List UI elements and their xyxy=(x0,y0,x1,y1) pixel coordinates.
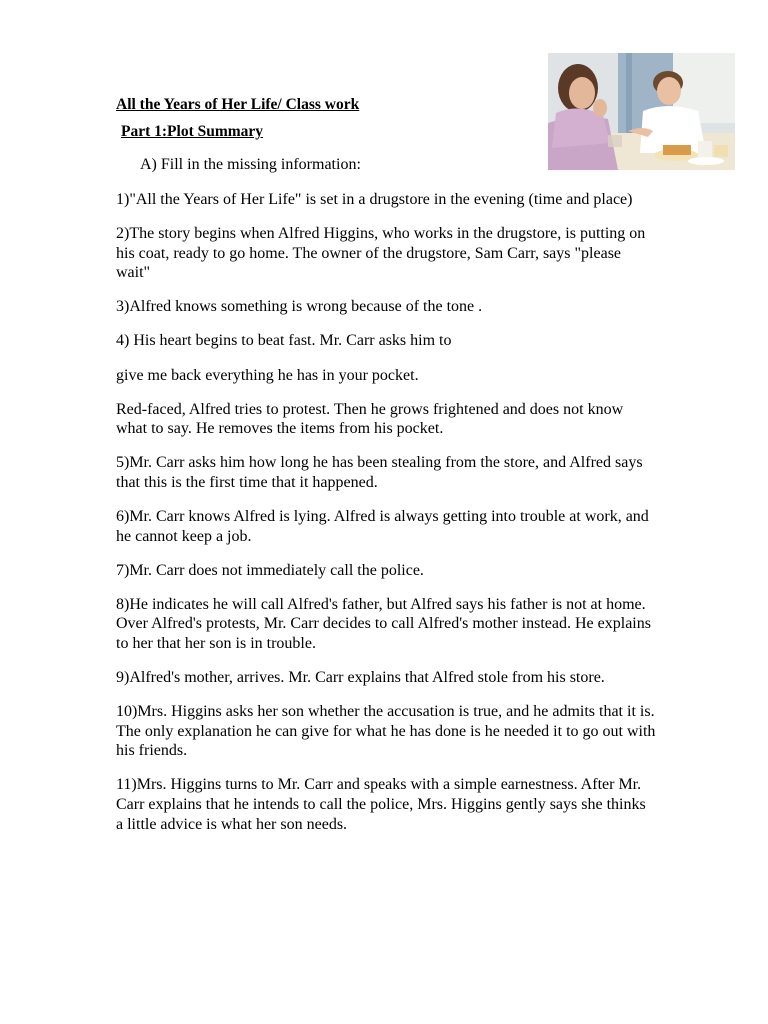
paragraph-1: 1)"All the Years of Her Life" is set in a drugstore in the evening (time and place) xyxy=(116,191,633,208)
paragraph-5: 5)Mr. Carr asks him how long he has been stealing from the store, and Alfred says that this is the first time that it happened. xyxy=(116,454,643,491)
paragraph-4: 4) His heart begins to beat fast. Mr. Carr asks him to xyxy=(116,332,452,350)
section-heading: Part 1:Plot Summary xyxy=(121,123,264,140)
paragraph-11: 11)Mrs. Higgins turns to Mr. Carr and speaks with a simple earnestness. After Mr. Carr explains that he intends to call the police, Mrs. Higgins gently says she thinks a little advice is what her son needs. xyxy=(116,776,646,833)
paragraph-2: 2)The story begins when Alfred Higgins, who works in the drugstore, is putting on his coat, ready to go home. The owner of the drugstore, Sam Carr, says "please wait" xyxy=(116,225,646,282)
conversation-photo xyxy=(548,53,735,170)
paragraph-6: 6)Mr. Carr knows Alfred is lying. Alfred is always getting into trouble at work, and he cannot keep a job. xyxy=(116,508,649,545)
paragraph-9: 9)Alfred's mother, arrives. Mr. Carr explains that Alfred stole from his store. xyxy=(116,669,605,687)
page-title: All the Years of Her Life/ Class work xyxy=(116,96,360,113)
paragraph-3: 3)Alfred knows something is wrong because of the tone . xyxy=(116,298,483,316)
paragraph-8: 8)He indicates he will call Alfred's father, but Alfred says his father is not at home. Over Alfred's protests, Mr. Carr decides to call Alfred's mother instead. He explains to her that her son is in trouble. xyxy=(116,595,651,652)
paragraph-red-faced: Red-faced, Alfred tries to protest. Then he grows frightened and does not know what to say. He removes the items from his pocket. xyxy=(116,400,624,438)
paragraph-7: 7)Mr. Carr does not immediately call the police. xyxy=(116,561,424,579)
paragraph-10: 10)Mrs. Higgins asks her son whether the accusation is true, and he admits that it is. The only explanation he can give for what he has done is he needed it to go out with his friends. xyxy=(116,703,656,760)
paragraph-4-answer: give me back everything he has in your pocket. xyxy=(116,366,419,384)
plot-summary-body xyxy=(116,190,656,849)
instruction-text: A) Fill in the missing information: xyxy=(140,156,361,173)
photo-illustration xyxy=(548,53,735,170)
